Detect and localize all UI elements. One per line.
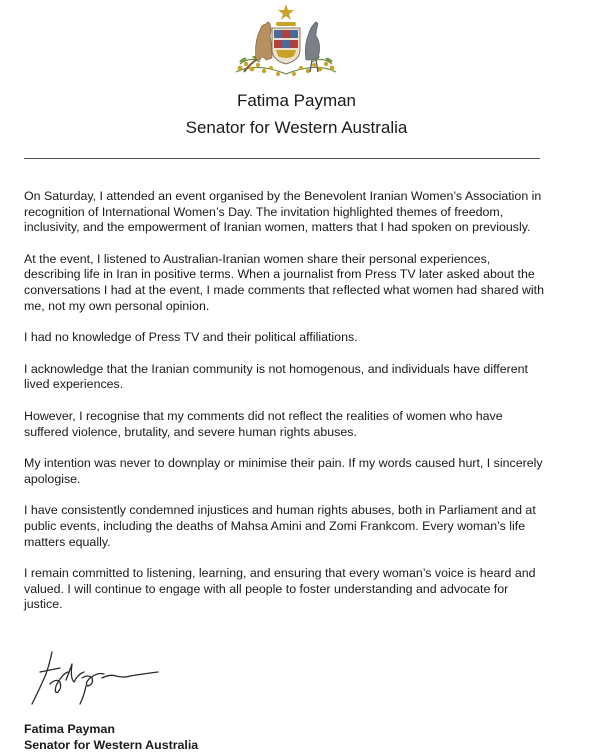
paragraph: I acknowledge that the Iranian community is not homogenous, and individuals have different lived experiences. (24, 361, 528, 392)
header-divider (24, 158, 540, 159)
paragraph: I had no knowledge of Press TV and their political affiliations. (24, 330, 358, 345)
paragraph: I have consistently condemned injustices and human rights abuses, both in Parliament and at public events, including the deaths of Mahsa Amini and Zomi Frankcom. Every woman’s life matters equally. (24, 503, 536, 549)
paragraph: My intention was never to downplay or minimise their pain. If my words caused hurt, I sincerely apologise. (24, 456, 543, 486)
paragraph: On Saturday, I attended an event organised by the Benevolent Iranian Women’s Association in recognition of International Women’s Day. The invitation highlighted themes of freedom, inclusivity, and the empowerment of Iranian women, matters that I had spoken on previously. (24, 189, 542, 235)
handwritten-signature (26, 644, 166, 710)
letter-body (24, 189, 550, 629)
letterhead-title: Senator for Western Australia (185, 118, 408, 137)
paragraph: However, I recognise that my comments did not reflect the realities of women who have suffered violence, brutality, and severe human rights abuses. (24, 408, 503, 439)
coat-of-arms-icon (226, 2, 346, 82)
paragraph: I remain committed to listening, learning, and ensuring that every woman’s voice is heard and valued. I will continue to engage with all people to foster understanding and advocate for justice. (24, 566, 536, 612)
paragraph: At the event, I listened to Australian-Iranian women share their personal experiences, describing life in Iran in positive terms. When a journalist from Press TV later asked about the conversations I had at the event, I made comments that reflected what women had shared with me, not my own personal opinion. (24, 251, 545, 313)
signoff-title: Senator for Western Australia (24, 738, 199, 752)
signoff-block (24, 721, 198, 753)
signoff-name: Fatima Payman (24, 722, 115, 736)
letterhead-name: Fatima Payman (236, 91, 357, 110)
